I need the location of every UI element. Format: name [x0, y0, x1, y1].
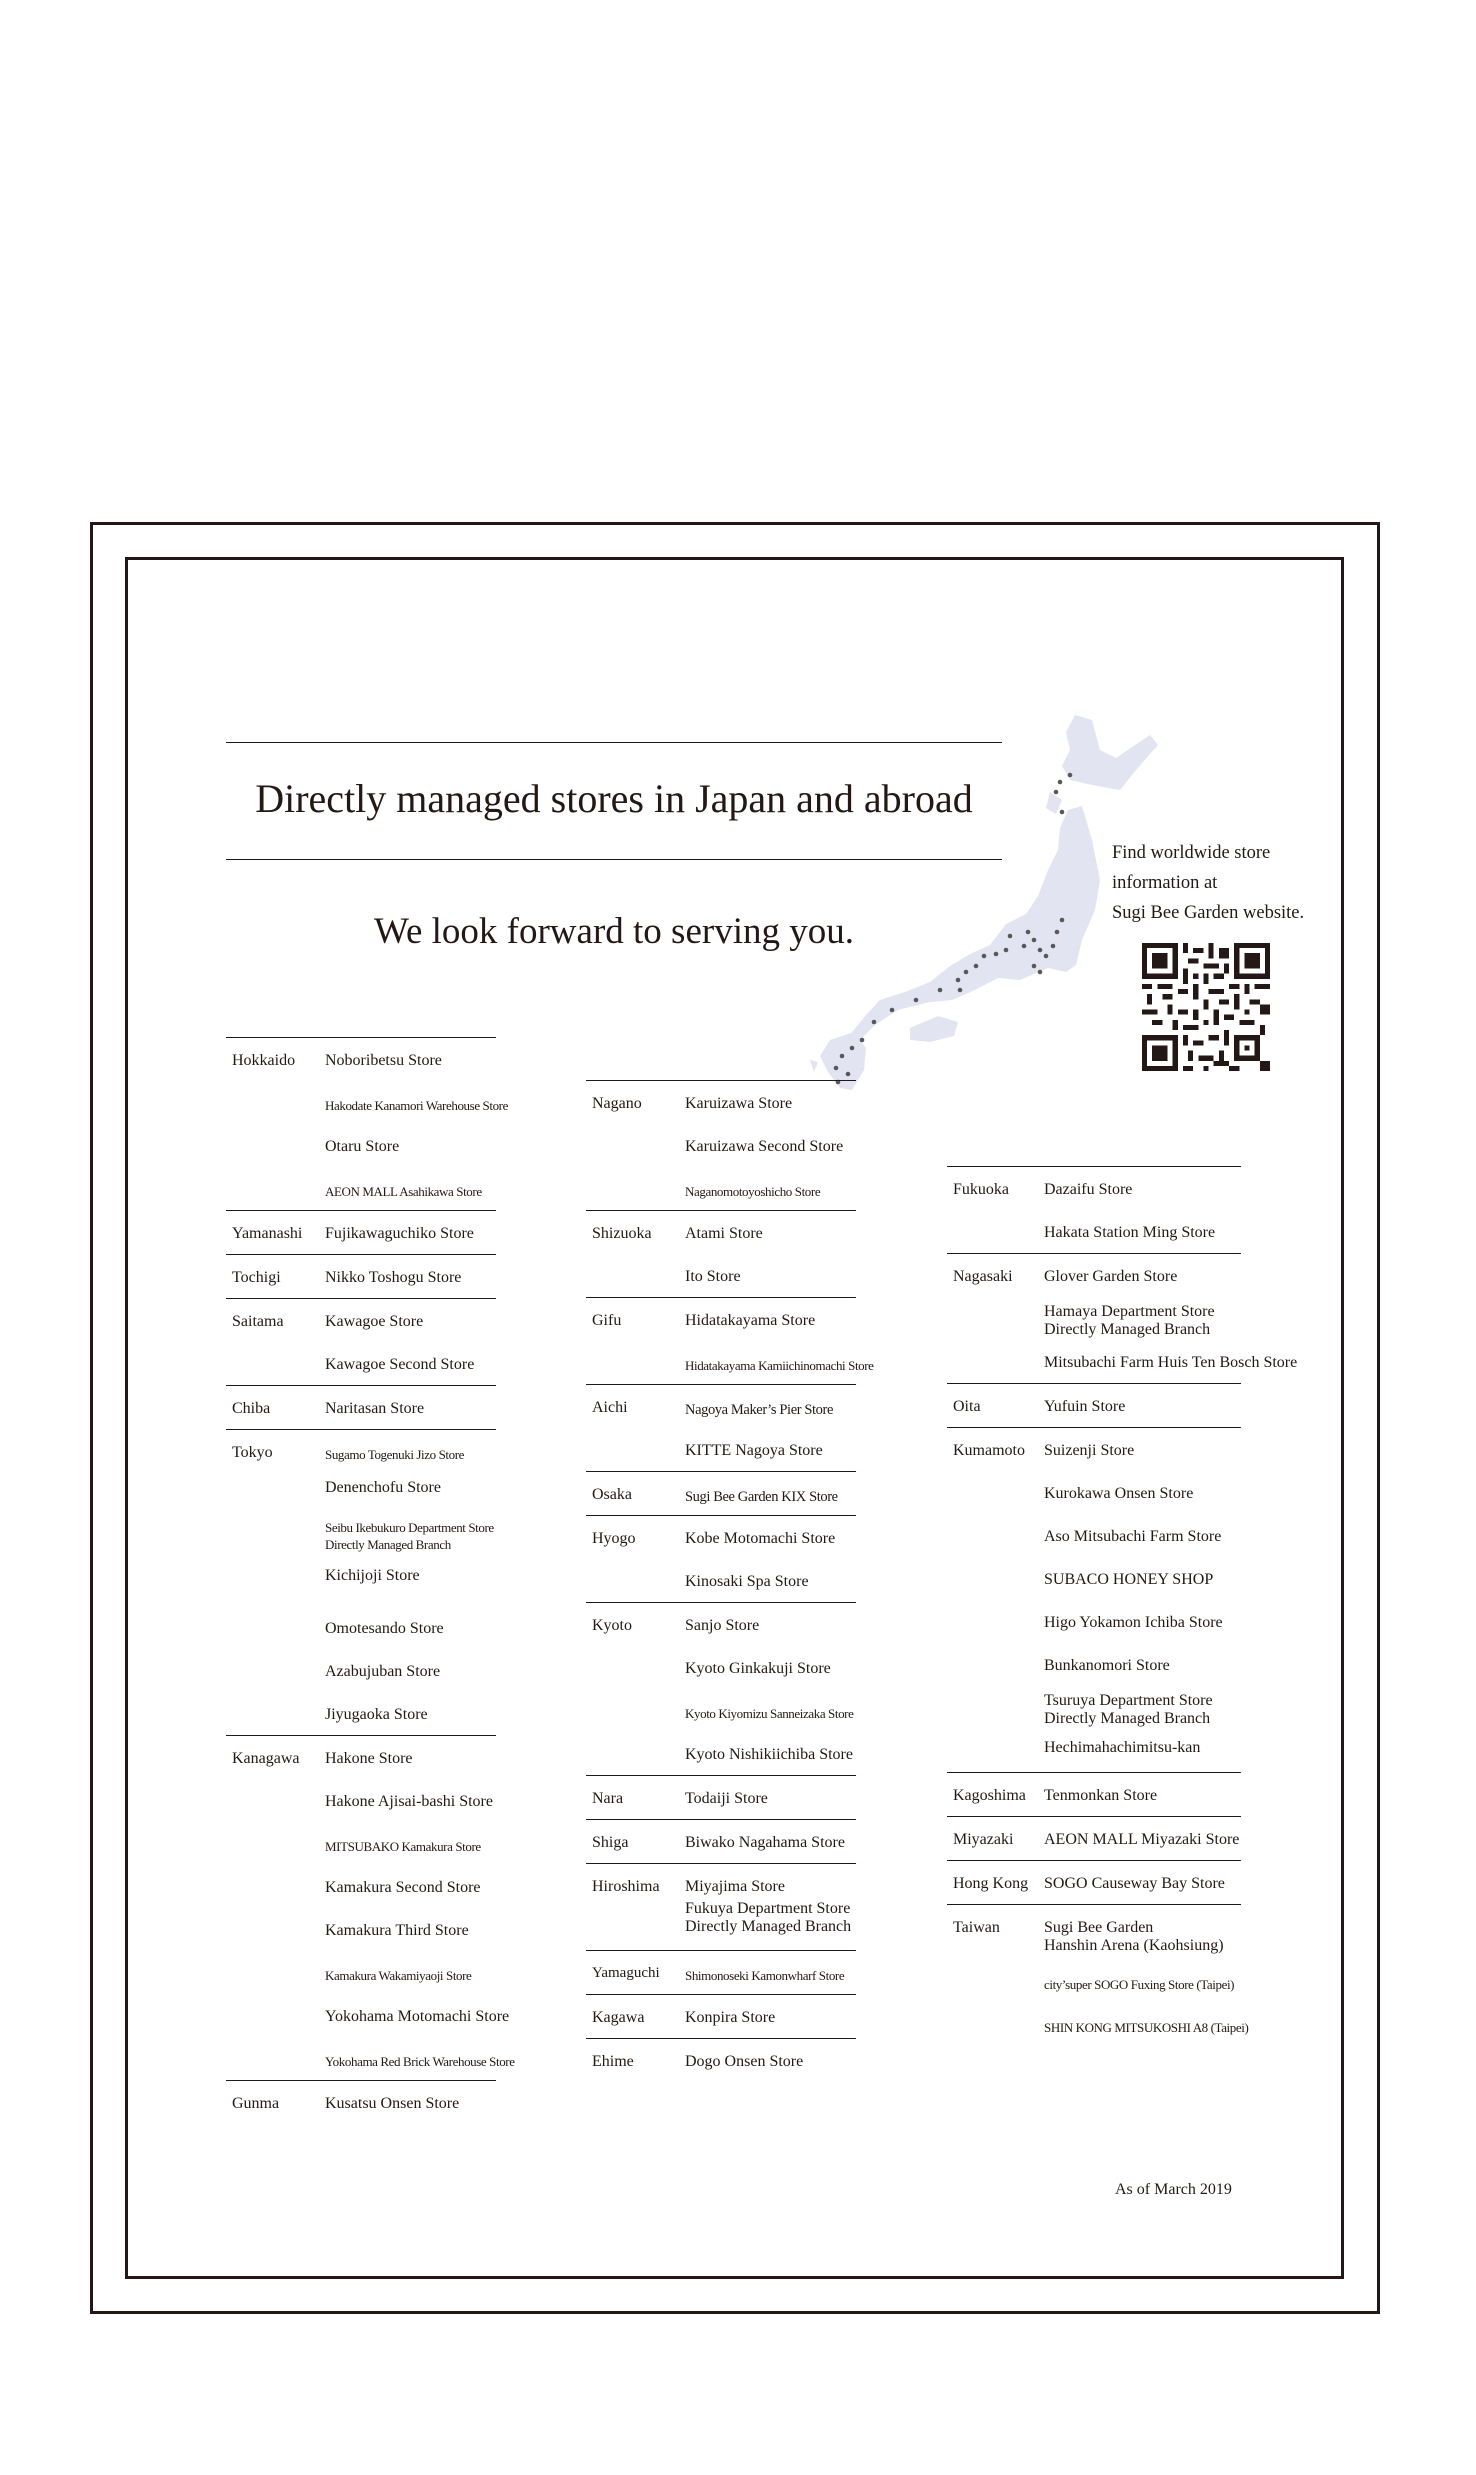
website-note	[1112, 838, 1342, 928]
store-name: Fujikawaguchiko Store	[325, 1225, 474, 1242]
list-item	[947, 1340, 1298, 1383]
prefecture-label: Shiga	[592, 1834, 629, 1851]
store-name: Kawagoe Store	[325, 1313, 424, 1330]
store-name: Konpira Store	[685, 2009, 776, 2026]
store-name: Hamaya Department Store Directly Managed Branch	[1044, 1303, 1215, 1338]
website-note-line: Sugi Bee Garden website.	[1112, 903, 1305, 923]
store-name: Kamakura Third Store	[325, 1922, 469, 1939]
list-item	[947, 1960, 1241, 2003]
list-item	[226, 1037, 496, 1081]
prefecture-label: Kanagawa	[232, 1750, 300, 1767]
store-name: Kobe Motomachi Store	[685, 1530, 836, 1547]
list-item	[947, 1166, 1241, 1210]
store-name: AEON MALL Asahikawa Store	[325, 1184, 482, 1199]
list-item	[586, 1602, 856, 1646]
prefecture-label: Hokkaido	[232, 1052, 296, 1069]
list-item	[947, 1471, 1241, 1514]
prefecture-label: Kyoto	[592, 1617, 632, 1634]
prefecture-label: Fukuoka	[953, 1181, 1009, 1198]
list-item	[947, 1383, 1241, 1427]
list-item	[226, 1473, 496, 1511]
list-item	[586, 1515, 856, 1559]
store-name: Hidatakayama Kamiichinomachi Store	[685, 1358, 874, 1373]
list-item	[226, 1994, 510, 2037]
store-name: Karuizawa Store	[685, 1095, 793, 1112]
store-name: SHIN KONG MITSUKOSHI A8 (Taipei)	[1044, 2020, 1249, 2035]
website-note-line: information at	[1112, 873, 1218, 893]
store-name: Hakone Ajisai-bashi Store	[325, 1793, 493, 1810]
list-item	[586, 1732, 856, 1775]
store-name: Karuizawa Second Store	[685, 1138, 844, 1155]
prefecture-label: Saitama	[232, 1313, 284, 1330]
prefecture-label: Gifu	[592, 1312, 622, 1329]
list-item	[586, 1819, 856, 1863]
store-name: Miyajima Store	[685, 1878, 785, 1895]
store-name: Shimonoseki Kamonwharf Store	[685, 1968, 845, 1983]
list-item	[947, 1904, 1241, 1960]
prefecture-label: Nagano	[592, 1095, 642, 1112]
as-of-date: As of March 2019	[1115, 2181, 1232, 2198]
store-name: Tenmonkan Store	[1044, 1787, 1158, 1804]
list-item	[586, 1994, 856, 2038]
list-item	[586, 2038, 856, 2082]
store-name: Naritasan Store	[325, 1400, 425, 1417]
prefecture-label: Chiba	[232, 1400, 271, 1417]
list-item	[226, 2037, 515, 2080]
list-item	[586, 1428, 856, 1471]
store-name: SUBACO HONEY SHOP	[1044, 1571, 1214, 1588]
list-item	[586, 1863, 856, 1894]
list-item	[586, 1559, 856, 1602]
store-name: Kinosaki Spa Store	[685, 1573, 809, 1590]
store-name: Denenchofu Store	[325, 1479, 441, 1496]
prefecture-label: Miyazaki	[953, 1831, 1014, 1848]
store-name: Kyoto Nishikiichiba Store	[685, 1746, 853, 1763]
store-name: Kamakura Second Store	[325, 1879, 481, 1896]
list-item	[947, 1600, 1241, 1643]
page-title: Directly managed stores in Japan and abroad	[255, 776, 973, 821]
store-name: Glover Garden Store	[1044, 1268, 1178, 1285]
list-item	[947, 1860, 1241, 1904]
prefecture-label: Tokyo	[232, 1444, 273, 1461]
list-item	[226, 1563, 496, 1606]
list-item	[226, 1606, 496, 1649]
list-item	[947, 1253, 1241, 1297]
store-name: Nagoya Maker’s Pier Store	[685, 1402, 833, 1418]
list-item	[226, 1081, 508, 1124]
store-name: Tsuruya Department Store Directly Managed Branch	[1044, 1692, 1213, 1727]
store-name: city’super SOGO Fuxing Store (Taipei)	[1044, 1977, 1235, 1992]
list-item	[226, 2080, 496, 2124]
store-name: Fukuya Department Store Directly Managed Branch	[685, 1900, 852, 1935]
store-name: Yufuin Store	[1044, 1398, 1126, 1415]
prefecture-label: Nagasaki	[953, 1268, 1013, 1285]
list-item	[586, 1775, 856, 1819]
store-name: Kurokawa Onsen Store	[1044, 1485, 1194, 1502]
page-subtitle: We look forward to serving you.	[374, 911, 854, 952]
store-name: Nikko Toshogu Store	[325, 1269, 462, 1286]
list-item	[226, 1692, 496, 1735]
list-item	[947, 1297, 1241, 1340]
list-item	[226, 1342, 496, 1385]
store-name: Biwako Nagahama Store	[685, 1834, 845, 1851]
list-item	[947, 1816, 1241, 1860]
list-item	[586, 1341, 874, 1384]
prefecture-label: Oita	[953, 1398, 981, 1415]
list-item	[947, 1729, 1241, 1772]
store-name: Kusatsu Onsen Store	[325, 2095, 460, 2112]
list-item	[226, 1210, 496, 1254]
list-item	[226, 1511, 496, 1563]
list-item	[947, 1514, 1241, 1557]
qr-code-icon[interactable]	[1142, 943, 1270, 1071]
list-item	[947, 1686, 1241, 1729]
list-item	[226, 1865, 496, 1908]
store-name: Naganomotoyoshicho Store	[685, 1184, 821, 1199]
list-item	[226, 1429, 496, 1473]
list-item	[947, 1772, 1241, 1816]
list-item	[586, 1471, 856, 1515]
store-name: Hakodate Kanamori Warehouse Store	[325, 1098, 508, 1113]
store-name: Yokohama Motomachi Store	[325, 2008, 510, 2025]
list-item	[226, 1735, 496, 1779]
list-item	[226, 1908, 496, 1951]
list-item	[226, 1254, 496, 1298]
store-name: Suizenji Store	[1044, 1442, 1135, 1459]
prefecture-label: Ehime	[592, 2053, 634, 2070]
list-item	[226, 1779, 496, 1822]
store-name: Hechimahachimitsu-kan	[1044, 1739, 1201, 1756]
list-item	[226, 1385, 496, 1429]
list-item	[947, 1557, 1241, 1600]
store-name: Kyoto Ginkakuji Store	[685, 1660, 831, 1677]
store-name: Sugamo Togenuki Jizo Store	[325, 1447, 465, 1462]
list-item	[947, 1643, 1241, 1686]
list-item	[226, 1124, 496, 1167]
store-name: Higo Yokamon Ichiba Store	[1044, 1614, 1223, 1631]
store-name: Dazaifu Store	[1044, 1181, 1133, 1198]
list-item	[586, 1646, 856, 1689]
list-item	[586, 1210, 856, 1254]
list-item	[226, 1298, 496, 1342]
prefecture-label: Taiwan	[953, 1919, 1000, 1936]
store-name: Atami Store	[685, 1225, 763, 1242]
list-item	[226, 1951, 496, 1994]
prefecture-label: Hyogo	[592, 1530, 636, 1547]
prefecture-label: Hiroshima	[592, 1878, 660, 1895]
list-item	[586, 1297, 856, 1341]
store-name: Todaiji Store	[685, 1790, 768, 1807]
store-name: Hakata Station Ming Store	[1044, 1224, 1216, 1241]
store-column-1	[226, 1037, 515, 2124]
prefecture-label: Shizuoka	[592, 1225, 652, 1242]
store-name: Azabujuban Store	[325, 1663, 441, 1680]
list-item	[947, 2003, 1249, 2046]
store-name: Noboribetsu Store	[325, 1052, 442, 1069]
list-item	[226, 1649, 496, 1692]
list-item	[947, 1427, 1241, 1471]
store-name: MITSUBAKO Kamakura Store	[325, 1839, 481, 1854]
list-item	[586, 1124, 856, 1167]
store-name: Kawagoe Second Store	[325, 1356, 475, 1373]
store-column-2	[586, 1080, 874, 2082]
store-name: SOGO Causeway Bay Store	[1044, 1875, 1225, 1892]
list-item	[586, 1167, 856, 1210]
prefecture-label: Aichi	[592, 1399, 628, 1416]
list-item	[947, 1210, 1241, 1253]
prefecture-label: Osaka	[592, 1486, 632, 1503]
store-column-3	[947, 1166, 1298, 2046]
store-name: Kichijoji Store	[325, 1567, 420, 1584]
website-note-line: Find worldwide store	[1112, 843, 1271, 863]
prefecture-label: Hong Kong	[953, 1875, 1029, 1892]
prefecture-label: Tochigi	[232, 1269, 281, 1286]
store-name: Ito Store	[685, 1268, 741, 1285]
store-name: Sugi Bee Garden KIX Store	[685, 1489, 838, 1505]
prefecture-label: Kagawa	[592, 2009, 645, 2026]
store-name: KITTE Nagoya Store	[685, 1442, 823, 1459]
store-name: Kamakura Wakamiyaoji Store	[325, 1968, 472, 1983]
prefecture-label: Nara	[592, 1790, 624, 1807]
list-item	[586, 1894, 856, 1950]
store-name: Seibu Ikebukuro Department Store Directly Managed Branch	[325, 1520, 494, 1552]
store-name: Hidatakayama Store	[685, 1312, 816, 1329]
store-name: Dogo Onsen Store	[685, 2053, 804, 2070]
store-name: Kyoto Kiyomizu Sanneizaka Store	[685, 1706, 854, 1721]
store-name: Sugi Bee Garden Hanshin Arena (Kaohsiung)	[1044, 1919, 1224, 1954]
list-item	[586, 1384, 856, 1428]
store-name: Otaru Store	[325, 1138, 400, 1155]
store-name: Sanjo Store	[685, 1617, 760, 1634]
list-item	[226, 1167, 496, 1210]
store-name: Hakone Store	[325, 1750, 413, 1767]
prefecture-label: Yamanashi	[232, 1225, 303, 1242]
list-item	[586, 1689, 856, 1732]
store-name: Aso Mitsubachi Farm Store	[1044, 1528, 1222, 1545]
list-item	[586, 1254, 856, 1297]
prefecture-label: Kumamoto	[953, 1442, 1025, 1459]
prefecture-label: Kagoshima	[953, 1787, 1026, 1804]
list-item	[226, 1822, 496, 1865]
store-name: Omotesando Store	[325, 1620, 444, 1637]
prefecture-label: Yamaguchi	[592, 1965, 660, 1981]
list-item	[586, 1080, 856, 1124]
list-item	[586, 1950, 856, 1994]
prefecture-label: Gunma	[232, 2095, 280, 2112]
store-name: Jiyugaoka Store	[325, 1706, 428, 1723]
store-name: Bunkanomori Store	[1044, 1657, 1170, 1674]
store-name: Mitsubachi Farm Huis Ten Bosch Store	[1044, 1354, 1298, 1371]
store-name: AEON MALL Miyazaki Store	[1044, 1831, 1240, 1848]
store-name: Yokohama Red Brick Warehouse Store	[325, 2054, 515, 2069]
